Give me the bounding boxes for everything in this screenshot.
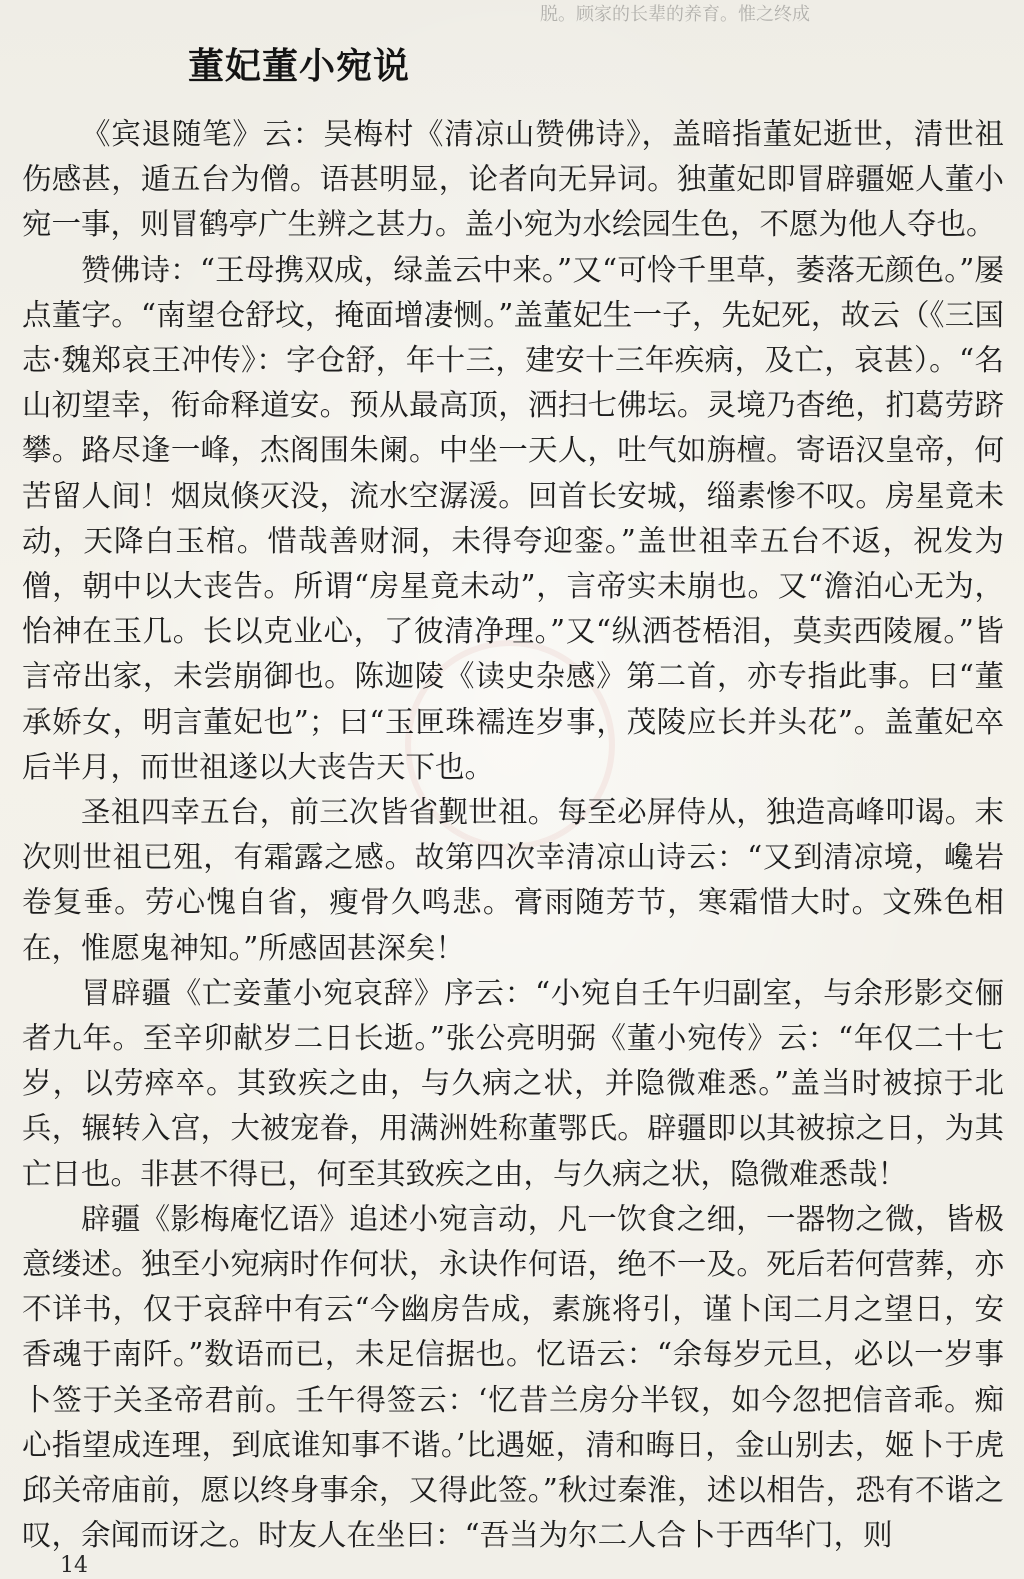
paragraph-3: 圣祖四幸五台，前三次皆省觐世祖。每至必屏侍从，独造高峰叩谒。末次则世祖已殂，有霜露之感。故第四次幸清凉山诗云：“又到清凉境，巉岩卷复垂。劳心愧自省，瘦骨久鸣悲。膏雨随芳节，寒霜惜大时。文殊色相在，惟愿鬼神知。”所感固甚深矣！ xyxy=(22,795,1004,965)
body-text xyxy=(22,112,1004,1559)
paragraph-4: 冒辟疆《亡妾董小宛哀辞》序云：“小宛自壬午归副室，与余形影交俪者九年。至辛卯献岁二日长逝。”张公亮明弼《董小宛传》云：“年仅二十七岁，以劳瘁卒。其致疾之由，与久病之状，并隐微难悉。”盖当时被掠于北兵，辗转入宫，大被宠眷，用满洲姓称董鄂氏。辟疆即以其被掠之日，为其亡日也。非甚不得已，何至其致疾之由，与久病之状，隐微难悉哉！ xyxy=(22,975,1004,1191)
bleed-through-text: 脱。顾家的长辈的养育。惟之终成 xyxy=(540,4,810,25)
page-number: 14 xyxy=(60,1553,88,1578)
paragraph-5: 辟疆《影梅庵忆语》追述小宛言动，凡一饮食之细，一器物之微，皆极意缕述。独至小宛病时作何状，永诀作何语，绝不一及。死后若何营葬，亦不详书，仅于哀辞中有云“今幽房告成，素旐将引，谨卜闰二月之望日，安香魂于南阡。”数语而已，未足信据也。忆语云：“余每岁元旦，必以一岁事卜签于关圣帝君前。壬午得签云：‘忆昔兰房分半钗，如今忽把信音乖。痴心指望成连理，到底谁知事不谐。’比遇姬，清和晦日，金山别去，姬卜于虎邱关帝庙前，愿以终身事余，又得此签。”秋过秦淮，述以相告，恐有不谐之叹，余闻而讶之。时友人在坐曰：“吾当为尔二人合卜于西华门，则 xyxy=(22,1201,1004,1553)
paragraph-2: 赞佛诗：“王母携双成，绿盖云中来。”又“可怜千里草，萎落无颜色。”屡点董字。“南望仓舒坟，掩面增凄恻。”盖董妃生一子，先妃死，故云（《三国志·魏郑哀王冲传》：字仓舒，年十三，建安十三年疾病，及亡，哀甚）。“名山初望幸，衔命释道安。预从最高顶，洒扫七佛坛。灵境乃杳绝，扪葛劳跻攀。路尽逢一峰，杰阁围朱阑。中坐一天人，吐气如旃檀。寄语汉皇帝，何苦留人间！烟岚倏灭没，流水空潺湲。回首长安城，缁素惨不叹。房星竟未动，天降白玉棺。惜哉善财洞，未得夸迎銮。”盖世祖幸五台不返，祝发为僧，朝中以大丧告。所谓“房星竟未动”，言帝实未崩也。又“澹泊心无为，怡神在玉几。长以克业心，了彼清净理。”又“纵洒苍梧泪，莫卖西陵履。”皆言帝出家，未尝崩御也。陈迦陵《读史杂感》第二首，亦专指此事。曰“董承娇女，明言董妃也”；曰“玉匣珠襦连岁事，茂陵应长并头花”。盖董妃卒后半月，而世祖遂以大丧告天下也。 xyxy=(22,252,1004,784)
page-title: 董妃董小宛说 xyxy=(188,46,411,87)
paragraph-1: 《宾退随笔》云：吴梅村《清凉山赞佛诗》，盖暗指董妃逝世，清世祖伤感甚，遁五台为僧。语甚明显，论者向无异词。独董妃即冒辟疆姬人董小宛一事，则冒鹤亭广生辨之甚力。盖小宛为水绘园生色，不愿为他人夺也。 xyxy=(22,117,1004,242)
